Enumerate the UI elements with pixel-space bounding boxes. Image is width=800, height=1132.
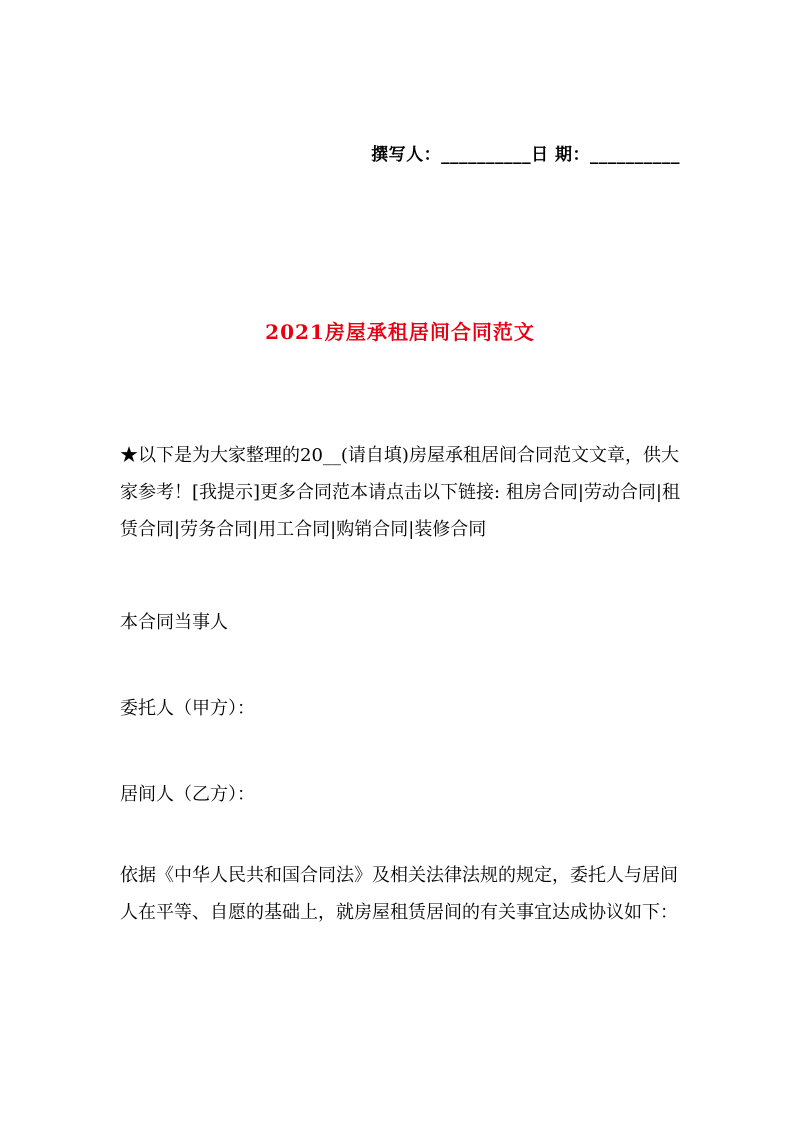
document-title: 2021房屋承租居间合同范文 [265,320,535,344]
contract-link-list: 租房合同|劳动合同|租赁合同|劳务合同|用工合同|购销合同|装修合同 [120,482,680,540]
intro-text: ★以下是为大家整理的20__(请自填)房屋承租居间合同范文文章，供大家参考！[我提示]更多合同范本请点击以下链接: [120,445,679,503]
broker-label: 居间人（乙方）： [120,784,255,805]
link-lease-contract[interactable]: 租赁合同 [120,482,680,540]
link-labor-contract[interactable]: 劳动合同 [583,482,656,503]
intro-paragraph [120,437,686,548]
link-employment-contract[interactable]: 用工合同 [258,519,331,540]
parties-heading: 本合同当事人 [120,612,228,633]
link-renovation-contract[interactable]: 装修合同 [414,519,487,540]
client-label: 委托人（甲方）： [120,698,255,719]
author-blank: __________ [441,145,532,165]
author-date-line [371,140,680,165]
link-purchase-contract[interactable]: 购销合同 [336,519,409,540]
date-label: 日 期： [531,145,590,165]
link-service-contract[interactable]: 劳务合同 [180,519,253,540]
basis-paragraph: 依据《中华人民共和国合同法》及相关法律法规的规定，委托人与居间人在平等、自愿的基础上，就房屋租赁居间的有关事宜达成协议如下： [120,865,678,923]
author-label: 撰写人： [371,145,442,165]
link-rental-contract[interactable]: 租房合同 [505,482,578,503]
date-blank: __________ [590,145,680,165]
